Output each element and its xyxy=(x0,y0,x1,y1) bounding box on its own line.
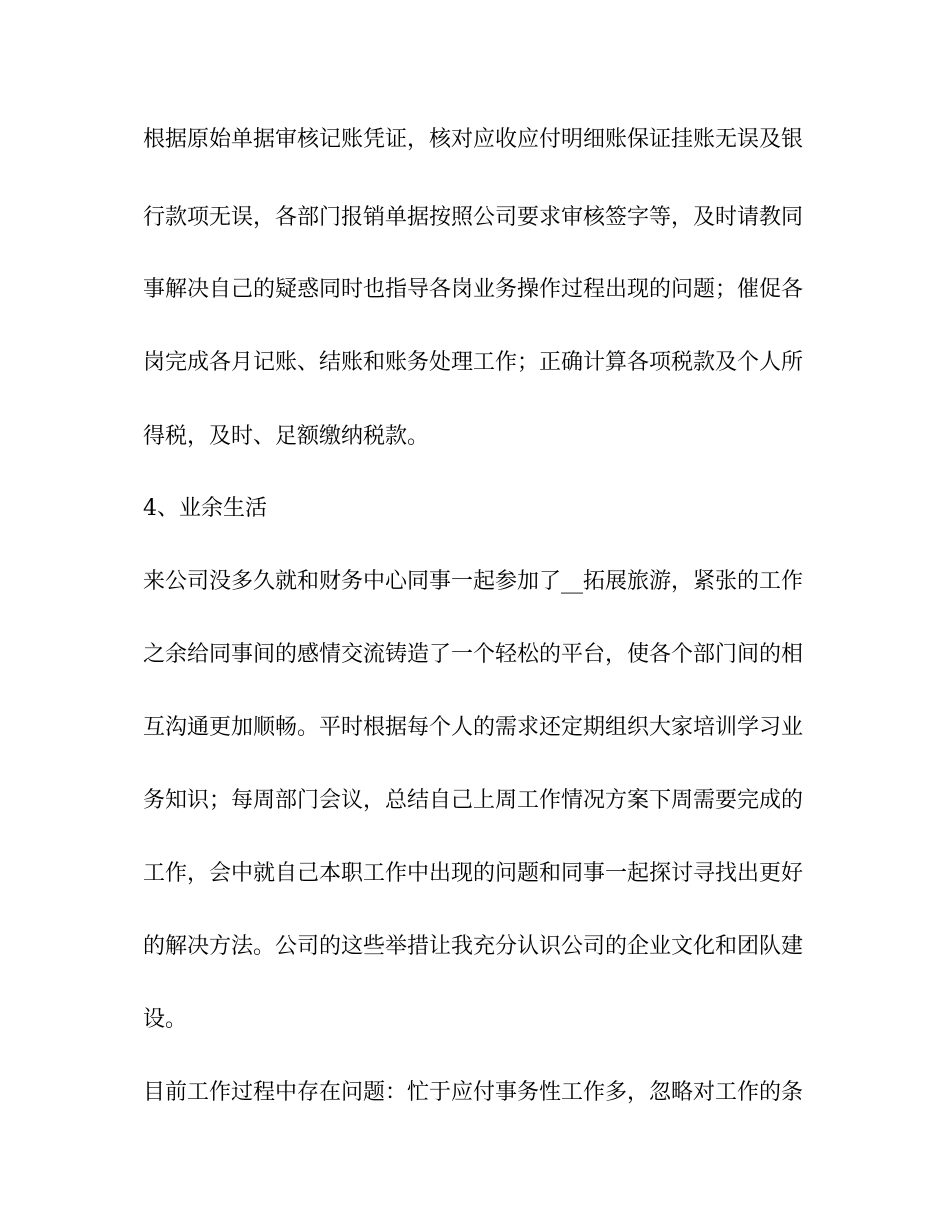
paragraph-1-line-2: 行款项无误，各部门报销单据按照公司要求审核签字等，及时请教同 xyxy=(143,205,804,230)
paragraph-2-line-6: 的解决方法。公司的这些举措让我充分认识公司的企业文化和团队建 xyxy=(143,934,804,959)
paragraph-2-line-3: 互沟通更加顺畅。平时根据每个人的需求还定期组织大家培训学习业 xyxy=(143,715,804,740)
paragraph-2-line-4: 务知识；每周部门会议，总结自己上周工作情况方案下周需要完成的 xyxy=(143,788,804,813)
section-heading-4: 4、业余生活 xyxy=(143,496,267,521)
paragraph-2-line-7: 设。 xyxy=(143,1007,188,1032)
paragraph-1-line-4: 岗完成各月记账、结账和账务处理工作；正确计算各项税款及个人所 xyxy=(143,350,804,375)
paragraph-2-line-5: 工作，会中就自己本职工作中出现的问题和同事一起探讨寻找出更好 xyxy=(143,861,804,886)
paragraph-1-line-1: 根据原始单据审核记账凭证，核对应收应付明细账保证挂账无误及银 xyxy=(143,127,804,152)
paragraph-1-line-5: 得税，及时、足额缴纳税款。 xyxy=(143,424,430,449)
paragraph-2-line-2: 之余给同事间的感情交流铸造了一个轻松的平台，使各个部门间的相 xyxy=(143,642,804,667)
paragraph-3-line-1: 目前工作过程中存在问题：忙于应付事务性工作多，忽略对工作的条 xyxy=(143,1080,804,1105)
paragraph-2-line-1: 来公司没多久就和财务中心同事一起参加了__拓展旅游，紧张的工作 xyxy=(143,569,804,594)
paragraph-1-line-3: 事解决自己的疑惑同时也指导各岗业务操作过程出现的问题；催促各 xyxy=(143,277,804,302)
